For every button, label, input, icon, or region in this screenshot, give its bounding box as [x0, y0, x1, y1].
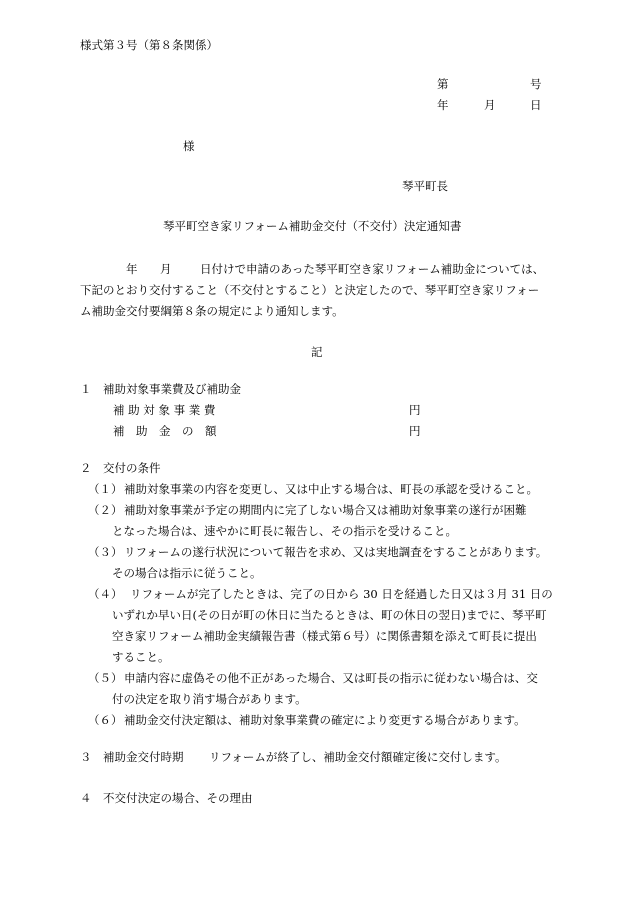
date-day: 日: [530, 98, 542, 112]
subsidy-amount-label: 補 助 金 の 額: [113, 424, 217, 438]
condition-4-number: （４）: [88, 587, 123, 601]
condition-6-line-1: 補助金交付決定額は、補助対象事業費の確定により変更する場合があります。: [124, 713, 526, 727]
subsidy-target-cost-unit: 円: [409, 403, 421, 417]
date-month: 月: [484, 98, 496, 112]
section-3-heading: ３ 補助金交付時期: [80, 750, 184, 764]
condition-4-line-2: いずれか早い日(その日が町の休日に当たるときは、町の休日の翌日)までに、琴平町: [112, 608, 547, 622]
form-id: 様式第３号（第８条関係）: [80, 38, 218, 52]
subsidy-amount-unit: 円: [409, 424, 421, 438]
doc-number-prefix: 第: [437, 77, 449, 91]
intro-line-3: ム補助金交付要綱第８条の規定により通知します。: [80, 304, 344, 318]
intro-year: 年: [126, 262, 138, 276]
ki-marker: 記: [311, 345, 323, 359]
intro-line-1: 日付けで申請のあった琴平町空き家リフォーム補助金については、: [200, 262, 545, 276]
intro-month: 月: [160, 262, 172, 276]
condition-6-number: （６）: [88, 713, 123, 727]
subsidy-target-cost-label: 補 助 対 象 事 業 費: [113, 403, 216, 417]
section-2-heading: ２ 交付の条件: [80, 461, 161, 475]
section-3-text: リフォームが終了し、補助金交付額確定後に交付します。: [209, 750, 507, 764]
condition-2-line-1: 補助対象事業が予定の期間内に完了しない場合又は補助対象事業の遂行が困難: [124, 503, 527, 517]
sender-name: 琴平町長: [402, 179, 448, 193]
condition-4-line-1: リフォームが完了したときは、完了の日から 30 日を経過した日又は３月 31 日の: [130, 587, 553, 601]
section-1-heading: １ 補助対象事業費及び補助金: [80, 382, 241, 396]
condition-3-number: （３）: [88, 545, 123, 559]
condition-5-line-1: 申請内容に虚偽その他不正があった場合、又は町長の指示に従わない場合は、交: [124, 671, 538, 685]
condition-5-line-2: 付の決定を取り消す場合があります。: [112, 692, 307, 706]
condition-2-number: （２）: [88, 503, 123, 517]
condition-3-line-2: その場合は指示に従うこと。: [112, 566, 262, 580]
condition-4-line-4: すること。: [112, 650, 170, 664]
condition-2-line-2: となった場合は、速やかに町長に報告し、その指示を受けること。: [112, 524, 457, 538]
section-4-heading: ４ 不交付決定の場合、その理由: [80, 791, 253, 805]
condition-3-line-1: リフォームの遂行状況について報告を求め、又は実地調査をすることがあります。: [124, 545, 548, 559]
document-title: 琴平町空き家リフォーム補助金交付（不交付）決定通知書: [163, 219, 462, 233]
condition-1-number: （１）: [88, 482, 123, 496]
condition-4-line-3: 空き家リフォーム補助金実績報告書（様式第６号）に関係書類を添えて町長に提出: [112, 629, 537, 643]
condition-1-line-1: 補助対象事業の内容を変更し、又は中止する場合は、町長の承認を受けること。: [124, 482, 538, 496]
addressee-suffix: 様: [183, 139, 195, 153]
date-year: 年: [437, 98, 449, 112]
condition-5-number: （５）: [88, 671, 123, 685]
doc-number-suffix: 号: [530, 77, 542, 91]
intro-line-2: 下記のとおり交付すること（不交付とすること）と決定したので、琴平町空き家リフォー: [80, 283, 540, 297]
